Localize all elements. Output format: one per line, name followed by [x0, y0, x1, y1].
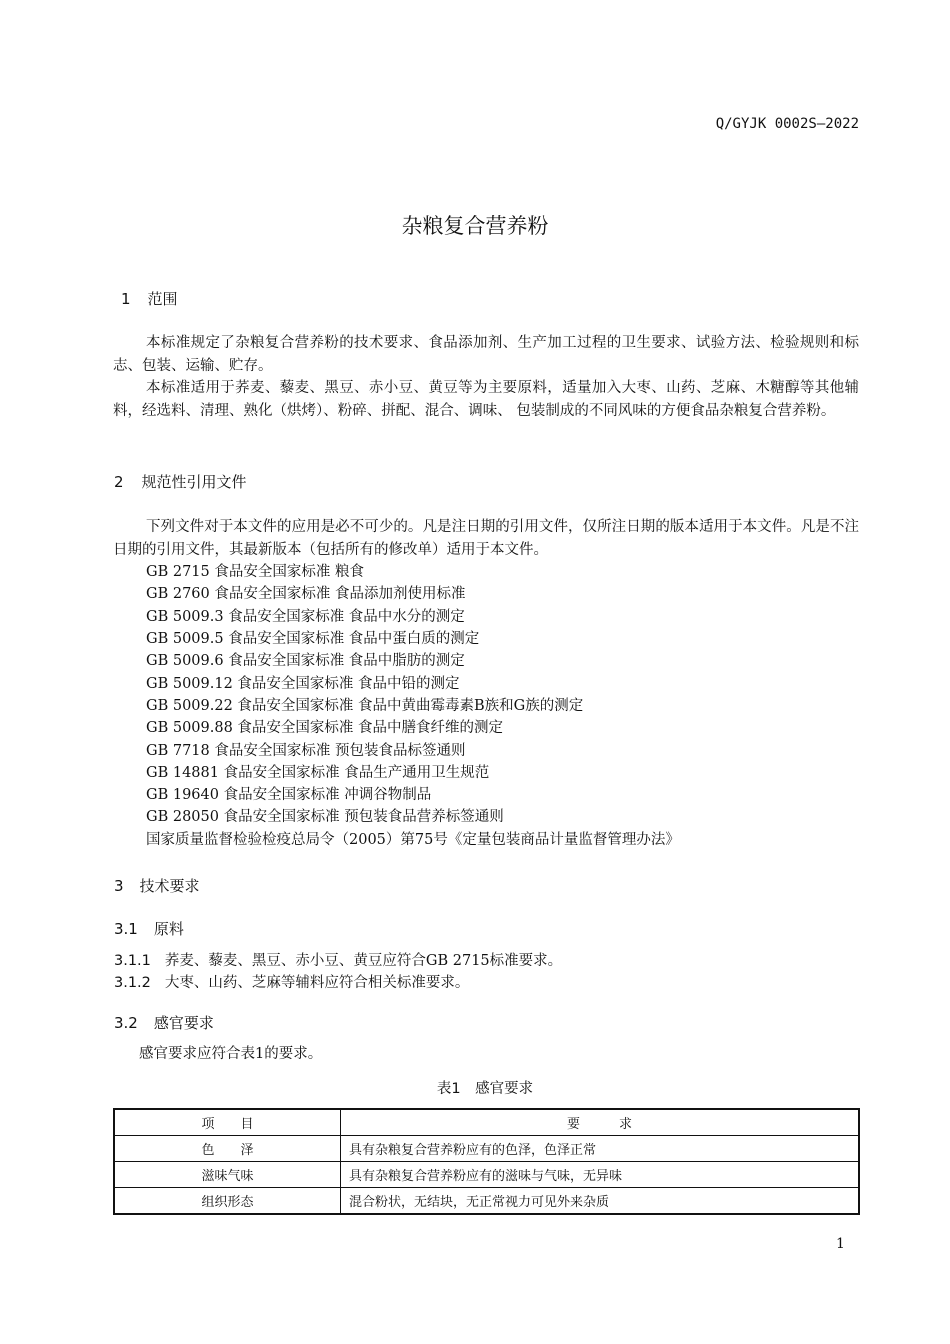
reference-item: GB 2760 食品安全国家标准 食品添加剂使用标准 — [146, 586, 466, 602]
section-2-heading — [114, 471, 247, 492]
section-title: 范围 — [147, 290, 178, 308]
header-item: 项 目 — [114, 1109, 341, 1136]
reference-item: GB 19640 食品安全国家标准 冲调谷物制品 — [146, 787, 432, 803]
reference-item: GB 5009.12 食品安全国家标准 食品中铅的测定 — [146, 676, 460, 692]
reference-item: GB 28050 食品安全国家标准 预包装食品营养标签通则 — [146, 809, 504, 825]
reference-item: GB 5009.22 食品安全国家标准 食品中黄曲霉毒素B族和G族的测定 — [146, 698, 584, 714]
table-row — [114, 1136, 859, 1162]
row-item: 滋味气味 — [114, 1162, 341, 1188]
table-header-row — [114, 1109, 859, 1136]
clause-3-1-2 — [114, 972, 469, 995]
row-item: 组织形态 — [114, 1188, 341, 1215]
section-number: 1 — [121, 290, 131, 308]
table-row — [114, 1162, 859, 1188]
clause-3-1-1 — [114, 950, 562, 973]
section-number: 3.2 — [114, 1014, 138, 1032]
reference-item: GB 7718 食品安全国家标准 预包装食品标签通则 — [146, 743, 466, 759]
row-requirement: 混合粉状，无结块，无正常视力可见外来杂质 — [341, 1188, 860, 1215]
row-requirement: 具有杂粮复合营养粉应有的色泽，色泽正常 — [341, 1136, 860, 1162]
row-item: 色 泽 — [114, 1136, 341, 1162]
normative-intro: 下列文件对于本文件的应用是必不可少的。凡是注日期的引用文件，仅所注日期的版本适用于本文件。凡是不注日期的引用文件，其最新版本（包括所有的修改单）适用于本文件。 — [113, 519, 859, 558]
section-title: 规范性引用文件 — [141, 473, 247, 491]
row-requirement: 具有杂粮复合营养粉应有的滋味与气味，无异味 — [341, 1162, 860, 1188]
reference-item: GB 5009.6 食品安全国家标准 食品中脂肪的测定 — [146, 653, 465, 669]
scope-paragraph-2: 本标准适用于荞麦、藜麦、黑豆、赤小豆、黄豆等为主要原料，适量加入大枣、山药、芝麻、木糖醇等其他辅料，经选料、清理、熟化（烘烤）、粉碎、拼配、混合、调味、 包装制成的不同风味的方便食品杂粮复合营养粉。 — [113, 380, 859, 419]
section-title: 感官要求 — [153, 1014, 214, 1032]
clause-number: 3.1.1 — [114, 953, 151, 969]
reference-item: 国家质量监督检验检疫总局令（2005）第75号《定量包装商品计量监督管理办法》 — [146, 832, 680, 848]
sensory-requirements-table — [113, 1108, 860, 1215]
reference-item: GB 5009.88 食品安全国家标准 食品中膳食纤维的测定 — [146, 720, 504, 736]
section-3-heading — [114, 875, 200, 896]
section-title: 原料 — [153, 920, 184, 938]
clause-text: 荞麦、藜麦、黑豆、赤小豆、黄豆应符合GB 2715标准要求。 — [164, 953, 563, 969]
reference-item: GB 5009.3 食品安全国家标准 食品中水分的测定 — [146, 609, 465, 625]
standard-code: Q/GYJK 0002S—2022 — [715, 116, 859, 132]
reference-item: GB 5009.5 食品安全国家标准 食品中蛋白质的测定 — [146, 631, 480, 647]
scope-paragraph-1: 本标准规定了杂粮复合营养粉的技术要求、食品添加剂、生产加工过程的卫生要求、试验方法、检验规则和标志、包装、运输、贮存。 — [113, 335, 859, 374]
sensory-intro: 感官要求应符合表1的要求。 — [139, 1046, 323, 1062]
section-number: 3 — [114, 877, 124, 895]
table-caption: 表1 感官要求 — [436, 1081, 534, 1097]
document-title: 杂粮复合营养粉 — [401, 214, 549, 238]
section-number: 3.1 — [114, 920, 138, 938]
reference-item: GB 14881 食品安全国家标准 食品生产通用卫生规范 — [146, 765, 490, 781]
section-1-heading — [121, 288, 178, 309]
table-row — [114, 1188, 859, 1215]
section-3-2-heading — [114, 1012, 214, 1033]
section-number: 2 — [114, 473, 124, 491]
reference-item: GB 2715 食品安全国家标准 粮食 — [146, 564, 364, 580]
header-requirement: 要 求 — [341, 1109, 860, 1136]
page-number: 1 — [836, 1236, 845, 1252]
clause-text: 大枣、山药、芝麻等辅料应符合相关标准要求。 — [164, 975, 470, 991]
section-3-1-heading — [114, 918, 184, 939]
section-title: 技术要求 — [139, 877, 200, 895]
clause-number: 3.1.2 — [114, 975, 151, 991]
